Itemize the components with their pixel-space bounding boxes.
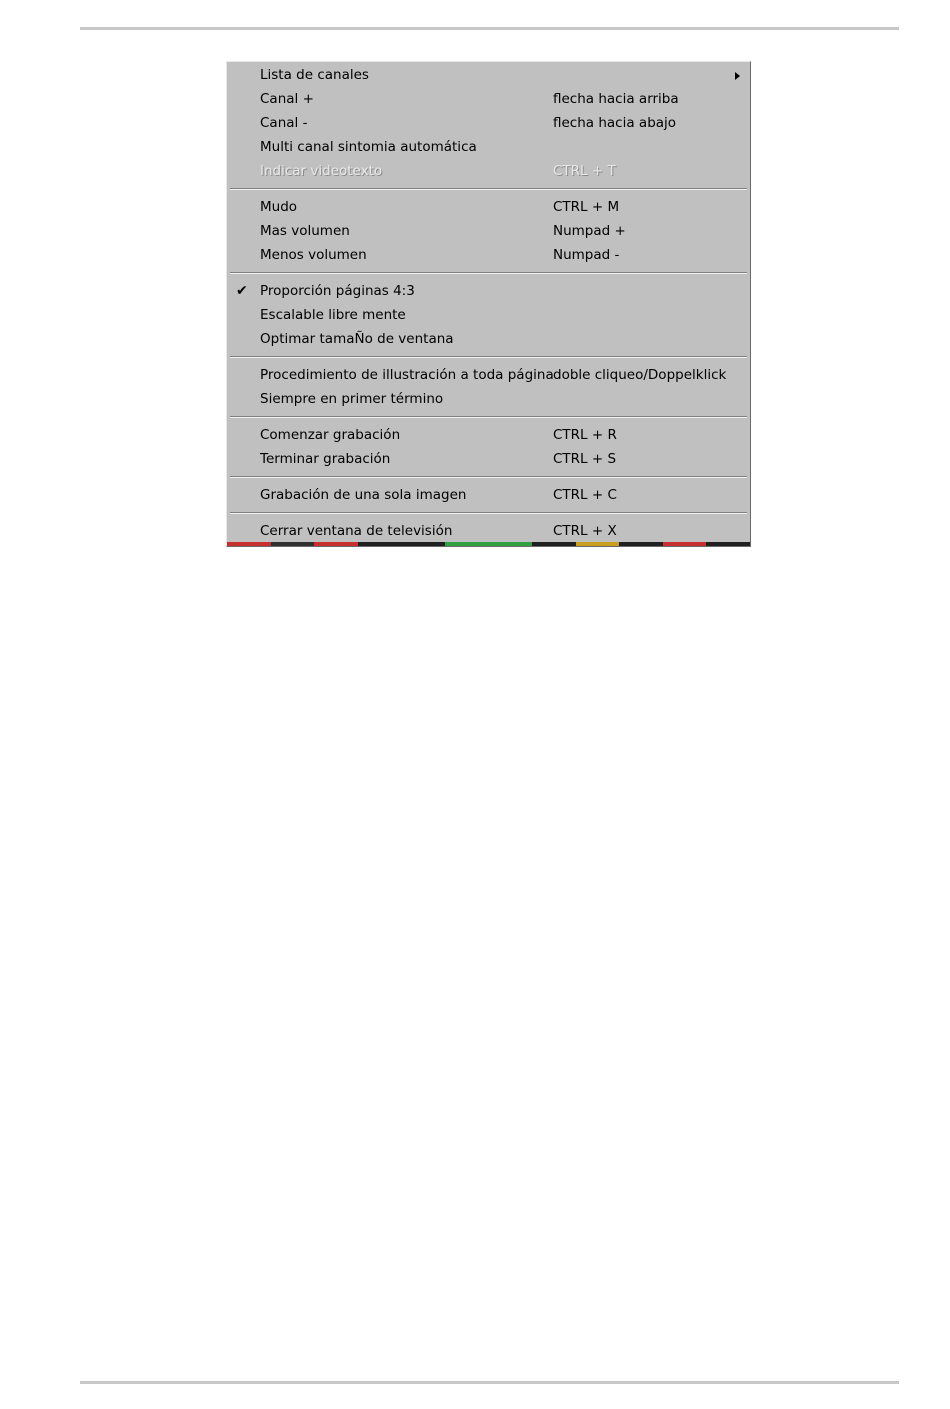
menu-item-canal[interactable] (227, 111, 750, 135)
menu-item-mudo[interactable] (227, 195, 750, 219)
menu-item-label: Multi canal sintomia automática (260, 139, 477, 155)
menu-item-cerrar-ventana-de-television[interactable] (227, 519, 750, 543)
page-bottom-rule (80, 1381, 899, 1384)
menu-item-label: Cerrar ventana de televisión (260, 523, 453, 539)
video-strip-segment (619, 542, 663, 546)
menu-item-label: Mas volumen (260, 223, 350, 239)
tv-video-background-strip (227, 542, 750, 546)
video-strip-segment (488, 542, 532, 546)
menu-item-label: Menos volumen (260, 247, 367, 263)
menu-item-label: Canal + (260, 91, 314, 107)
menu-item-menos-volumen[interactable] (227, 243, 750, 267)
video-strip-segment (663, 542, 707, 546)
video-strip-segment (576, 542, 620, 546)
menu-item-label: Comenzar grabación (260, 427, 401, 443)
menu-item-shortcut: flecha hacia arriba (553, 91, 679, 107)
menu-item-optimar-tamano-de-ventana[interactable] (227, 327, 750, 351)
menu-item-shortcut: Numpad - (553, 247, 620, 263)
menu-item-label: Terminar grabación (260, 451, 391, 467)
video-strip-segment (314, 542, 358, 546)
menu-item-label: Procedimiento de illustración a toda página (260, 367, 554, 383)
video-strip-segment (358, 542, 402, 546)
page-top-rule (80, 27, 899, 30)
video-strip-segment (532, 542, 576, 546)
video-strip-segment (227, 542, 271, 546)
menu-item-shortcut: CTRL + X (553, 523, 617, 539)
menu-item-multi-canal-sintomia-automatica[interactable] (227, 135, 750, 159)
menu-item-label: Proporción páginas 4:3 (260, 283, 415, 299)
menu-separator (227, 351, 750, 363)
video-strip-segment (445, 542, 489, 546)
menu-separator (227, 411, 750, 423)
menu-item-shortcut: CTRL + M (553, 199, 620, 215)
menu-item-shortcut: doble cliqueo/Doppelklick (553, 367, 727, 383)
menu-item-shortcut: CTRL + R (553, 427, 617, 443)
menu-separator (227, 183, 750, 195)
submenu-arrow-icon (735, 72, 740, 80)
menu-item-canal[interactable] (227, 87, 750, 111)
menu-item-siempre-en-primer-termino[interactable] (227, 387, 750, 411)
tv-context-menu (226, 61, 751, 547)
menu-item-lista-de-canales[interactable] (227, 63, 750, 87)
menu-separator (227, 471, 750, 483)
menu-item-procedimiento-de-illustracion-a-toda-pagina[interactable] (227, 363, 750, 387)
menu-item-label: Escalable libre mente (260, 307, 406, 323)
menu-item-grabacion-de-una-sola-imagen[interactable] (227, 483, 750, 507)
menu-item-shortcut: Numpad + (553, 223, 626, 239)
menu-item-label: Grabación de una sola imagen (260, 487, 467, 503)
menu-item-shortcut: CTRL + T (553, 163, 616, 179)
menu-item-escalable-libre-mente[interactable] (227, 303, 750, 327)
menu-item-label: Siempre en primer término (260, 391, 444, 407)
menu-item-label: Mudo (260, 199, 298, 215)
menu-item-shortcut: CTRL + C (553, 487, 617, 503)
menu-item-label: Lista de canales (260, 67, 369, 83)
menu-item-label: Optimar tamaÑo de ventana (260, 331, 454, 347)
menu-item-terminar-grabacion[interactable] (227, 447, 750, 471)
video-strip-segment (706, 542, 750, 546)
menu-item-comenzar-grabacion[interactable] (227, 423, 750, 447)
checkmark-icon: ✔ (236, 283, 248, 299)
video-strip-segment (271, 542, 315, 546)
menu-item-proporcion-paginas-4-3[interactable] (227, 279, 750, 303)
menu-item-label: Canal - (260, 115, 308, 131)
menu-item-label: Indicar videotexto (260, 163, 383, 179)
menu-item-mas-volumen[interactable] (227, 219, 750, 243)
menu-item-shortcut: CTRL + S (553, 451, 617, 467)
video-strip-segment (401, 542, 445, 546)
menu-separator (227, 507, 750, 519)
menu-item-indicar-videotexto (227, 159, 750, 183)
menu-items-container (227, 63, 750, 543)
menu-separator (227, 267, 750, 279)
menu-item-shortcut: flecha hacia abajo (553, 115, 677, 131)
